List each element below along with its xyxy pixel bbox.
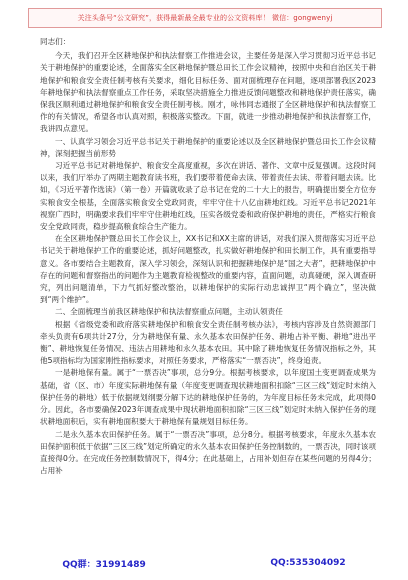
- paragraph-study: 习近平总书记对耕地保护、粮食安全高度重视，多次在讲话、著作、文章中反复强调。这段时间以来，我们厅举办了两期主题教育读书班，我们要带着使命去读、带着责任去读、带着问题去读。比如，《习近平著作选读》（第一卷）开篇就收录了总书记在党的二十大上的报告，明确提出要全方位夯实粮食安全根基，全面落实粮食安全党政同责，牢牢守住十八亿亩耕地红线。习近平总书记2021年视察广西时，明确要求我们牢牢守住耕地红线，压实各级党委和政府保护耕地的责任，严格实行粮食安全党政同责，稳步提高粮食综合生产能力。: [40, 161, 376, 232]
- promo-banner: [28, 8, 382, 28]
- paragraph-assessment: 根据《省级党委和政府落实耕地保护和粮食安全责任制考核办法》，考核内容涉及自然资源部门牵头负责有6项共计27分，分为耕地保有量、永久基本农田保护任务、耕地占补平衡、耕地“进出平衡”、耕地恢复任务情况、违法占用耕地和永久基本农田。其中除了耕地恢复任务情况指标之外，其他5项指标均为国家刚性指标要求，对照任务要求，严格落实“一票否决”，终身追责。: [40, 319, 376, 366]
- paragraph-meeting: 在全区耕地保护暨总田长工作会议上，XX书记和XX主席的讲话，对我们深入贯彻落实习近平总书记关于耕地保护工作的重要论述，抓好问题整改，扎实做好耕地保护和田长制工作，具有重要指导意义。各市要结合主题教育，深入学习领会，深刻认识和把握耕地保护是“国之大者”，把耕地保护中存在的问题和督察指出的问题作为主题教育检视整改的重要内容，直面问题，动真碰硬，深入调查研究，列出问题清单，下力气抓好整改整治，以耕地保护的实际行动忠诚捍卫“两个确立”，坚决做到“两个维护”。: [40, 234, 376, 305]
- section-heading-2: 二、全面梳理当前我区耕地保护和执法督察重点问题，主动认领责任: [55, 307, 283, 317]
- paragraph-farmland-quantity: 一是耕地保有量。属于“一票否决”事项，总分9分。根据考核要求，以年度国土变更调查成果为基础，省（区、市）年度实际耕地保有量（年度变更调查现状耕地面积扣除“三区三线”划定时未纳入保护任务的耕地）低于依据规划纲要分解下达的耕地保护任务的，为年度目标任务未完成，此项得0分。因此，各市要确保2023年调查成果中现状耕地面积扣除“三区三线”划定时未纳入保护任务的现状耕地面积后，实有耕地面积要大于耕地保有量规划目标任务。: [40, 368, 376, 427]
- greeting: 同志们：: [40, 37, 71, 46]
- contact-footer: [0, 555, 408, 571]
- promo-banner-text: 关注头条号“公文研究”，获得最新最全最专业的公文资料库！ 微信：gongwenyj: [77, 14, 333, 22]
- document-body: [40, 36, 376, 477]
- paragraph-basic-farmland: 二是永久基本农田保护任务。属于“一票否决”事项，总分8分。根据考核要求，年度永久基本农田保护面积低于依据“三区三线”划定所确定的永久基本农田保护任务控制数的，一票否决，同时该项直接得0分。在完成任务控制数情况下，得4分；在此基础上，占用补划但存在某些问题的另得4分；占用补: [40, 429, 376, 476]
- qq-group-label: QQ群：31991489: [62, 559, 146, 570]
- paragraph-intro: 今天，我们召开全区耕地保护和执法督察工作推进会议，主要任务是深入学习贯彻习近平总书记关于耕地保护的重要论述，全面落实全区耕地保护暨总田长工作会议精神，按照中央和自治区关于耕地保护和粮食安全责任制考核有关要求，细化目标任务、面对面梳理存在问题，逐项部署我区2023年耕地保护和执法督察重点工作任务，采取坚决措施全力推进反馈问题整改和耕地保护责任落实，确保我区顺利通过耕地保护和粮食安全责任制考核。刚才，咏伟同志通报了全区耕地保护和执法督察工作的有关情况，希望各市认真对照，积极落实整改。下面，就进一步推动耕地保护和执法督察工作，我讲四点意见。: [40, 51, 376, 134]
- qq-label: QQ:535304092: [270, 558, 346, 568]
- section-heading-1: 一、认真学习领会习近平总书记关于耕地保护的重要论述以及全区耕地保护暨总田长工作会议精神，深刻把握当前形势: [40, 136, 376, 158]
